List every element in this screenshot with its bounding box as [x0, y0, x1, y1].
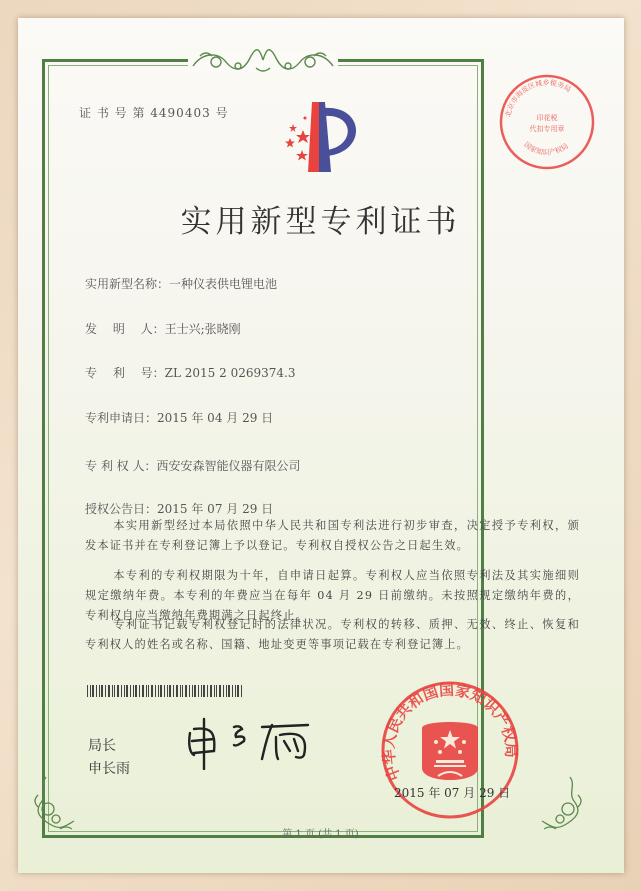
field-label: 专 利 权 人： [85, 459, 157, 473]
handwritten-signature [180, 715, 320, 770]
field-label: 授权公告日： [85, 502, 158, 516]
svg-text:中华人民共和国国家知识产权局: 中华人民共和国国家知识产权局 [380, 680, 520, 784]
paragraph-term: 本专利的专利权期限为十年，自申请日起算。专利权人应当依照专利法及其实施细则规定缴纳年费。本专利的年费应当在每年 04 月 29 日前缴纳。未按照规定缴纳年费的，专利权自应当缴纳年费期满之日起终止。 [85, 569, 580, 622]
certificate-number-label: 证 书 号 第 [79, 106, 146, 120]
field-label: 专利申请日： [85, 411, 158, 425]
field-value: 一种仪表供电锂电池 [169, 277, 278, 291]
field-inventors [85, 320, 241, 337]
barcode [87, 685, 244, 697]
tax-seal-stamp [498, 73, 596, 171]
paragraph-grant: 本实用新型经过本局依照中华人民共和国专利法进行初步审查，决定授予专利权，颁发本证书并在专利登记簿上予以登记。专利权自授权公告之日起生效。 [85, 519, 580, 552]
svg-text:国家知识产权局: 国家知识产权局 [522, 140, 570, 157]
certificate-number [79, 104, 229, 121]
field-announcement-date [85, 500, 273, 517]
field-value: 西安安森智能仪器有限公司 [156, 459, 301, 473]
field-label: 实用新型名称： [85, 277, 170, 291]
ornament-top-icon [188, 44, 338, 78]
document-title: 实用新型专利证书 [180, 204, 461, 240]
svg-text:北京市海淀区城乡税务局: 北京市海淀区城乡税务局 [504, 78, 573, 118]
svg-text:代扣专用章: 代扣专用章 [529, 125, 565, 133]
signatory-role: 局长 [88, 738, 116, 754]
paragraph-legal-status: 专利证书记载专利权登记时的法律状况。专利权的转移、质押、无效、终止、恢复和专利权人的姓名或名称、国籍、地址变更等事项记载在专利登记簿上。 [85, 618, 580, 651]
field-patentee [85, 457, 300, 474]
cnipa-logo-icon [275, 100, 365, 175]
signatory-name: 申长雨 [88, 761, 130, 777]
field-label: 专 利 号： [85, 366, 165, 380]
certificate-number-value: 4490403 [150, 106, 211, 120]
seal-date: 2015 年 07 月 29 日 [394, 786, 511, 800]
field-value: 2015 年 07 月 29 日 [157, 502, 274, 516]
page-number: 第 1 页 (共 1 页) [282, 829, 359, 840]
field-utility-model-name [85, 275, 277, 292]
field-value: 2015 年 04 月 29 日 [157, 411, 274, 425]
field-value: ZL 2015 2 0269374.3 [164, 366, 296, 380]
field-application-date [85, 409, 273, 426]
svg-text:印花税: 印花税 [536, 114, 558, 122]
certificate-number-suffix: 号 [215, 106, 229, 120]
field-label: 发 明 人： [85, 322, 165, 336]
field-patent-number [85, 364, 295, 381]
field-value: 王士兴;张晓刚 [164, 322, 241, 336]
